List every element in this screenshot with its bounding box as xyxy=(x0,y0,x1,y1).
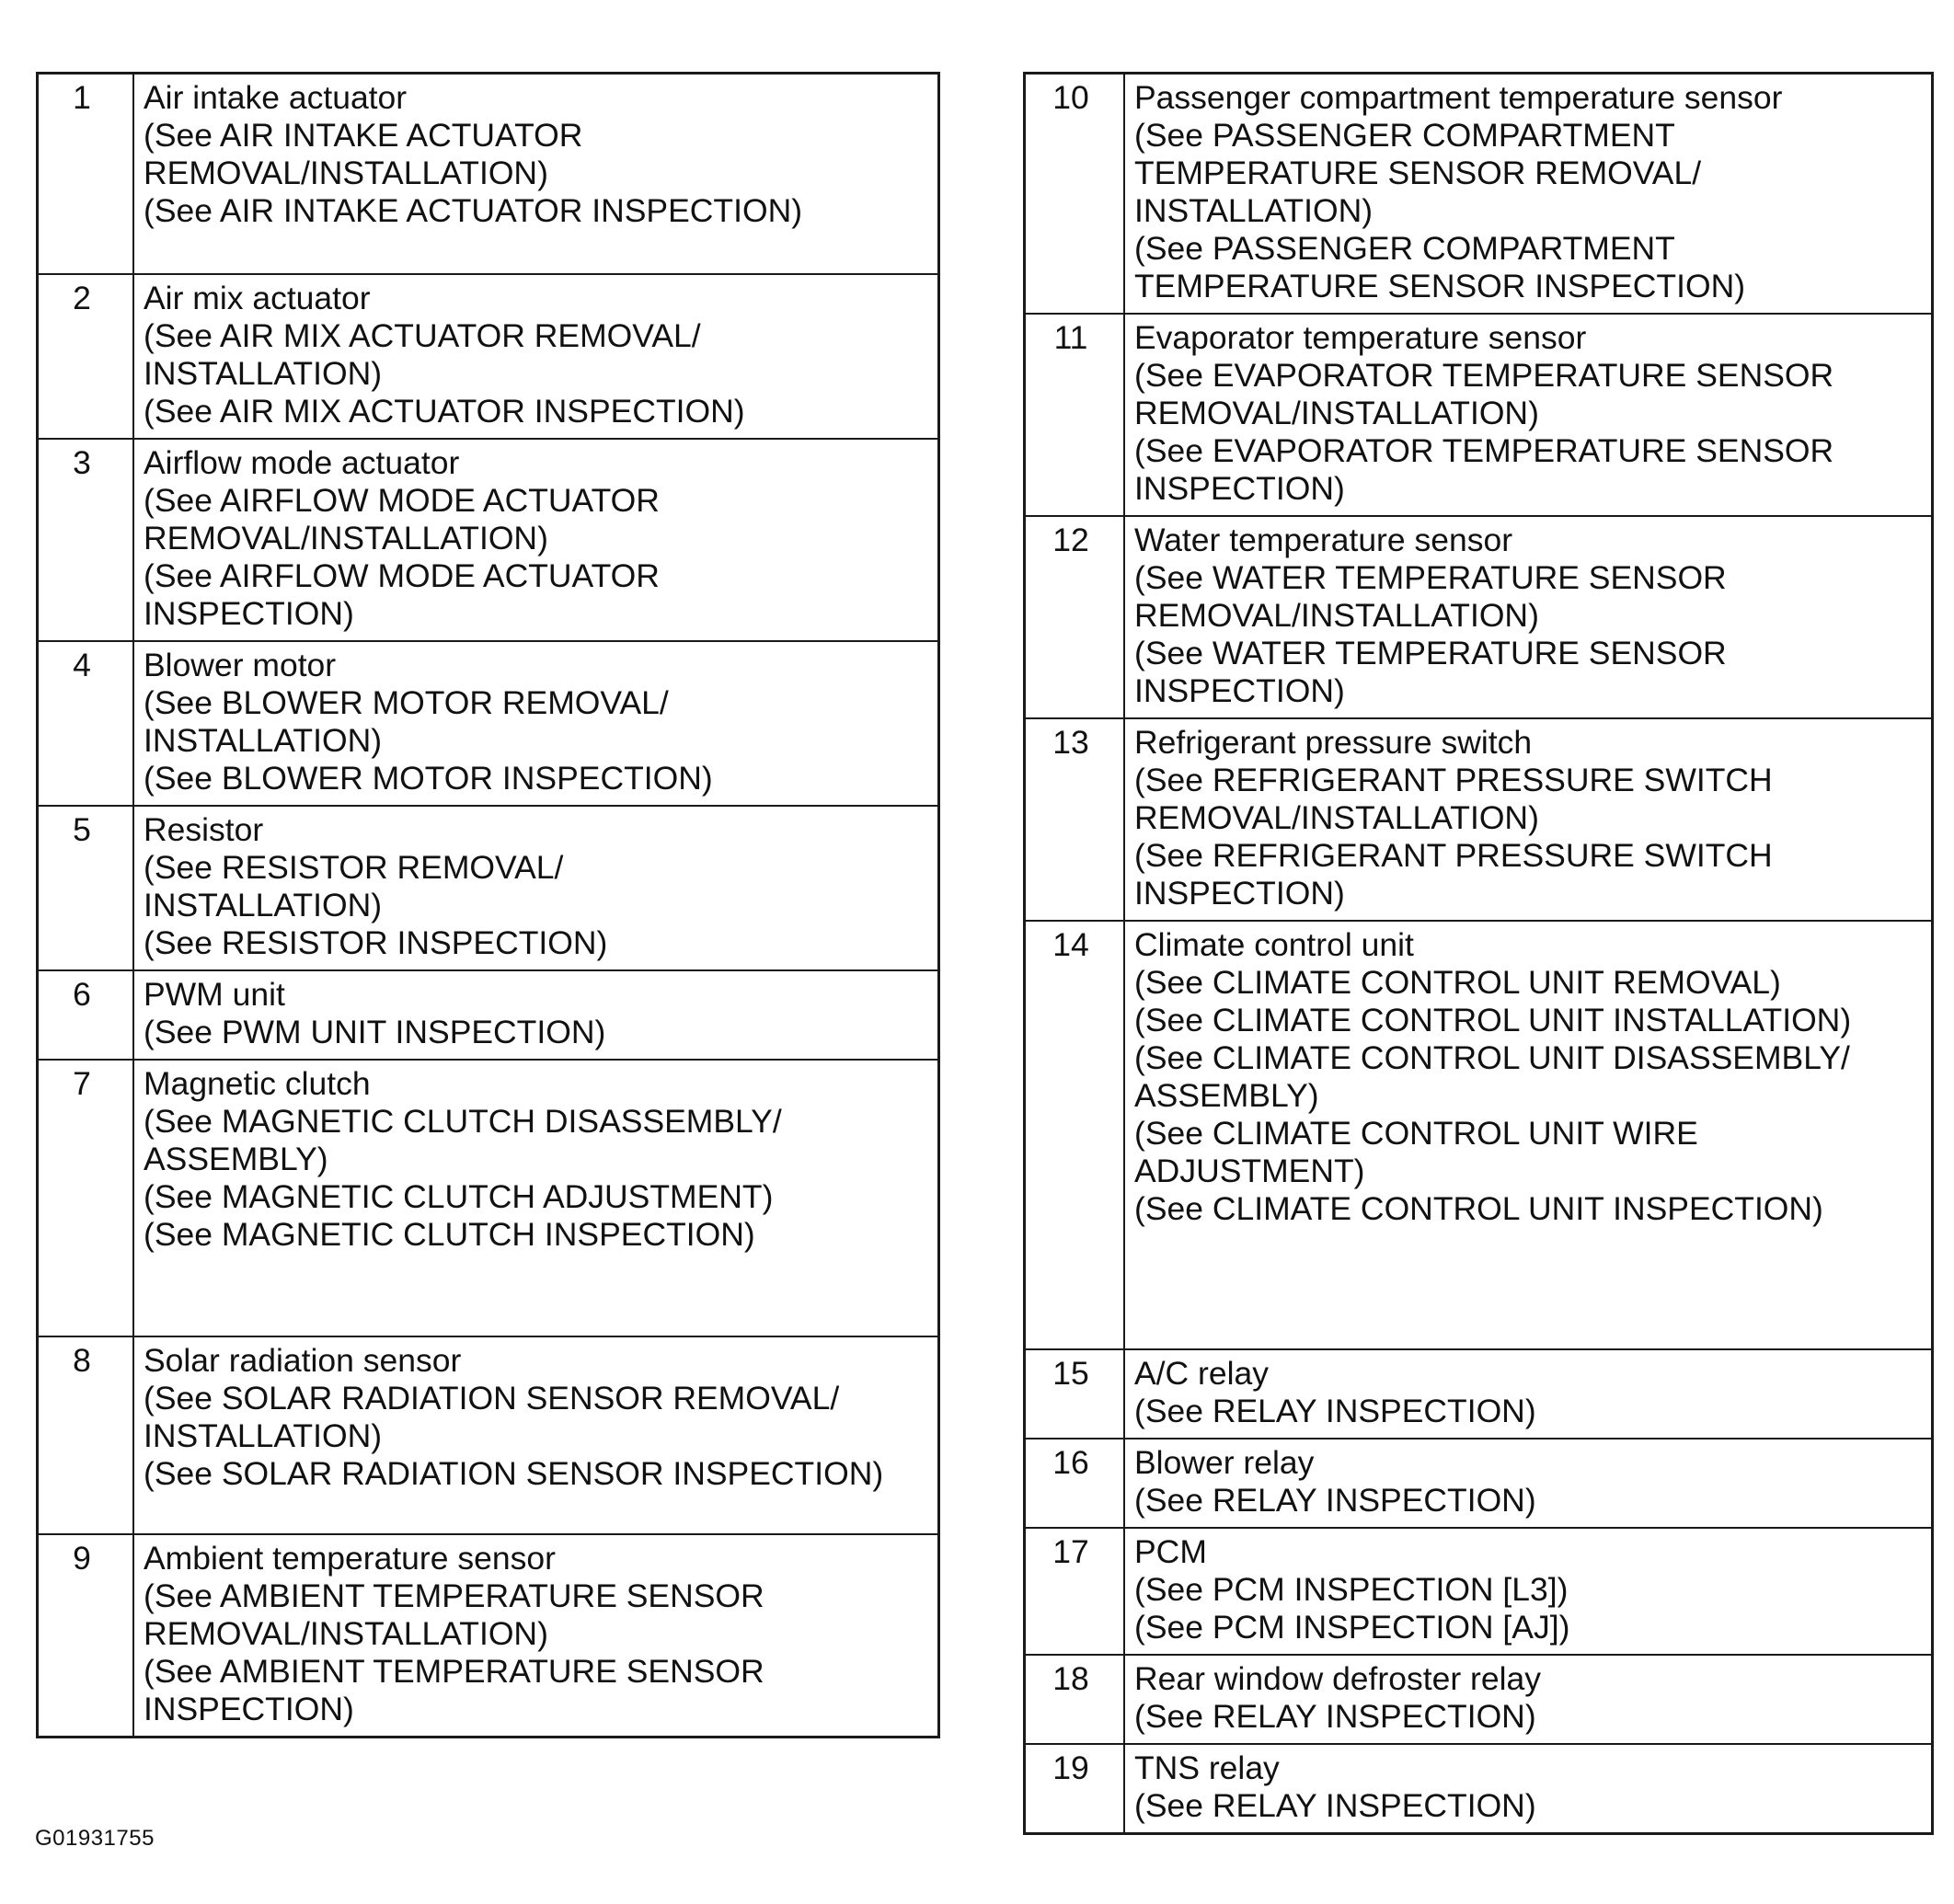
item-description xyxy=(1124,921,1933,1349)
table-row xyxy=(1025,516,1933,718)
item-name: Evaporator temperature sensor xyxy=(1134,319,1587,356)
item-name: Ambient temperature sensor xyxy=(144,1539,556,1577)
item-references: (See RELAY INSPECTION) xyxy=(1134,1393,1536,1429)
item-number: 6 xyxy=(38,970,134,1060)
item-number: 7 xyxy=(38,1060,134,1336)
item-name: Air mix actuator xyxy=(144,279,371,316)
item-name: Airflow mode actuator xyxy=(144,443,460,481)
item-description xyxy=(133,1060,939,1336)
item-description xyxy=(1124,1439,1933,1528)
item-number: 19 xyxy=(1025,1744,1125,1834)
item-description xyxy=(133,74,939,274)
item-description xyxy=(1124,1744,1933,1834)
table-row xyxy=(1025,1655,1933,1744)
item-description xyxy=(1124,314,1933,516)
item-references: (See WATER TEMPERATURE SENSOR REMOVAL/INSTALLATION) (See WATER TEMPERATURE SENSOR INSPECTION) xyxy=(1134,559,1727,709)
table-row xyxy=(38,439,939,641)
item-description xyxy=(133,1534,939,1738)
table-row xyxy=(1025,921,1933,1349)
item-references: (See PWM UNIT INSPECTION) xyxy=(144,1013,606,1050)
figure-id: G01931755 xyxy=(35,1826,155,1851)
table-row xyxy=(1025,718,1933,921)
item-description xyxy=(1124,718,1933,921)
item-name: Resistor xyxy=(144,810,264,848)
table-row xyxy=(1025,1744,1933,1834)
item-references: (See RESISTOR REMOVAL/ INSTALLATION) (See RESISTOR INSPECTION) xyxy=(144,848,608,961)
item-name: Climate control unit xyxy=(1134,926,1414,963)
item-references: (See EVAPORATOR TEMPERATURE SENSOR REMOVAL/INSTALLATION) (See EVAPORATOR TEMPERATURE SENSOR INSPECTION) xyxy=(1134,357,1834,507)
item-name: Refrigerant pressure switch xyxy=(1134,724,1533,761)
item-description xyxy=(133,439,939,641)
item-number: 16 xyxy=(1025,1439,1125,1528)
item-number: 14 xyxy=(1025,921,1125,1349)
item-name: Rear window defroster relay xyxy=(1134,1660,1541,1697)
item-references: (See REFRIGERANT PRESSURE SWITCH REMOVAL/INSTALLATION) (See REFRIGERANT PRESSURE SWITCH INSPECTION) xyxy=(1134,762,1773,912)
item-number: 4 xyxy=(38,641,134,806)
item-number: 10 xyxy=(1025,74,1125,315)
item-number: 5 xyxy=(38,806,134,970)
parts-table-right xyxy=(1023,72,1934,1835)
table-row xyxy=(38,274,939,439)
item-references: (See AMBIENT TEMPERATURE SENSOR REMOVAL/INSTALLATION) (See AMBIENT TEMPERATURE SENSOR INSPECTION) xyxy=(144,1577,764,1727)
item-number: 12 xyxy=(1025,516,1125,718)
item-number: 17 xyxy=(1025,1528,1125,1655)
table-row xyxy=(1025,1439,1933,1528)
item-references: (See AIR MIX ACTUATOR REMOVAL/ INSTALLATION) (See AIR MIX ACTUATOR INSPECTION) xyxy=(144,316,745,430)
item-description xyxy=(133,806,939,970)
item-references: (See CLIMATE CONTROL UNIT REMOVAL) (See CLIMATE CONTROL UNIT INSTALLATION) (See CLIMATE CONTROL UNIT DISASSEMBLY/ ASSEMBLY) (See CLIMATE CONTROL UNIT WIRE ADJUSTMENT) (See CLIMATE CONTROL UNIT INSPECTION) xyxy=(1134,964,1852,1227)
item-description xyxy=(1124,1349,1933,1439)
item-references: (See PCM INSPECTION [L3]) (See PCM INSPECTION [AJ]) xyxy=(1134,1571,1570,1646)
item-name: TNS relay xyxy=(1134,1749,1280,1786)
item-references: (See RELAY INSPECTION) xyxy=(1134,1482,1536,1519)
item-number: 8 xyxy=(38,1336,134,1534)
item-references: (See SOLAR RADIATION SENSOR REMOVAL/ INSTALLATION) (See SOLAR RADIATION SENSOR INSPECTION) xyxy=(144,1379,884,1492)
item-references: (See AIRFLOW MODE ACTUATOR REMOVAL/INSTALLATION) (See AIRFLOW MODE ACTUATOR INSPECTION) xyxy=(144,481,660,632)
item-number: 9 xyxy=(38,1534,134,1738)
item-references: (See PASSENGER COMPARTMENT TEMPERATURE SENSOR REMOVAL/ INSTALLATION) (See PASSENGER COMPARTMENT TEMPERATURE SENSOR INSPECTION) xyxy=(1134,117,1746,304)
item-number: 1 xyxy=(38,74,134,274)
table-row xyxy=(38,1534,939,1738)
item-name: PCM xyxy=(1134,1533,1207,1570)
item-name: Water temperature sensor xyxy=(1134,522,1513,558)
item-number: 18 xyxy=(1025,1655,1125,1744)
item-references: (See RELAY INSPECTION) xyxy=(1134,1698,1536,1735)
item-number: 13 xyxy=(1025,718,1125,921)
item-description xyxy=(1124,74,1933,315)
item-references: (See MAGNETIC CLUTCH DISASSEMBLY/ ASSEMBLY) (See MAGNETIC CLUTCH ADJUSTMENT) (See MAGNETIC CLUTCH INSPECTION) xyxy=(144,1102,782,1253)
item-name: PWM unit xyxy=(144,975,285,1013)
table-row xyxy=(38,970,939,1060)
item-description xyxy=(1124,1655,1933,1744)
item-name: A/C relay xyxy=(1134,1355,1269,1392)
item-number: 15 xyxy=(1025,1349,1125,1439)
item-description xyxy=(133,274,939,439)
item-name: Blower motor xyxy=(144,646,337,683)
item-description xyxy=(1124,516,1933,718)
item-name: Passenger compartment temperature sensor xyxy=(1134,79,1783,116)
table-row xyxy=(1025,314,1933,516)
item-references: (See AIR INTAKE ACTUATOR REMOVAL/INSTALLATION) (See AIR INTAKE ACTUATOR INSPECTION) xyxy=(144,117,803,229)
table-row xyxy=(38,1336,939,1534)
item-number: 2 xyxy=(38,274,134,439)
item-name: Air intake actuator xyxy=(144,79,408,116)
item-references: (See BLOWER MOTOR REMOVAL/ INSTALLATION) (See BLOWER MOTOR INSPECTION) xyxy=(144,683,713,797)
item-description xyxy=(133,970,939,1060)
table-row xyxy=(38,641,939,806)
item-number: 11 xyxy=(1025,314,1125,516)
item-name: Magnetic clutch xyxy=(144,1064,371,1102)
item-name: Solar radiation sensor xyxy=(144,1341,462,1379)
item-references: (See RELAY INSPECTION) xyxy=(1134,1787,1536,1824)
table-row xyxy=(38,1060,939,1336)
item-number: 3 xyxy=(38,439,134,641)
table-row xyxy=(1025,74,1933,315)
item-description xyxy=(1124,1528,1933,1655)
item-description xyxy=(133,1336,939,1534)
table-row xyxy=(38,806,939,970)
item-description xyxy=(133,641,939,806)
table-row xyxy=(38,74,939,274)
item-name: Blower relay xyxy=(1134,1444,1315,1481)
parts-table-left xyxy=(36,72,940,1738)
table-row xyxy=(1025,1528,1933,1655)
table-row xyxy=(1025,1349,1933,1439)
